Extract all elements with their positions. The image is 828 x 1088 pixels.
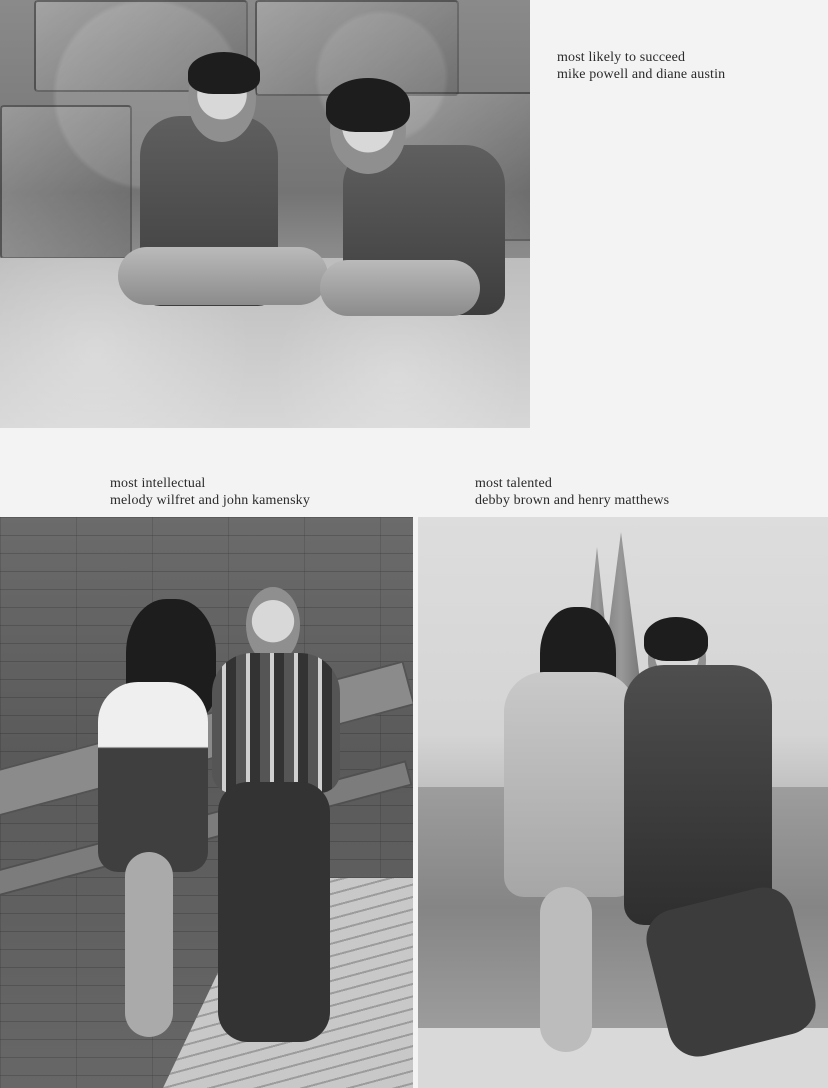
male-legs — [118, 247, 328, 305]
female-coat — [504, 672, 636, 897]
bottom-right-photo — [418, 517, 828, 1088]
male-figure — [212, 653, 340, 793]
caption-title: most intellectual — [110, 476, 206, 491]
male-hair — [644, 617, 708, 661]
bottom-left-photo — [0, 517, 413, 1088]
male-head — [246, 587, 300, 663]
female-legs — [540, 887, 592, 1052]
caption-title: most talented — [475, 476, 552, 491]
male-coat — [624, 665, 772, 925]
caption-names: debby brown and henry matthews — [475, 493, 670, 508]
top-photo — [0, 0, 530, 428]
caption-names: melody wilfret and john kamensky — [110, 493, 310, 508]
caption-title: most likely to succeed — [557, 50, 686, 65]
female-hair — [326, 78, 410, 132]
caption-most-talented — [475, 475, 669, 509]
caption-most-likely-to-succeed — [557, 49, 725, 83]
female-legs — [320, 260, 480, 316]
male-hair — [188, 52, 260, 94]
stone-block — [0, 105, 132, 259]
female-legs — [125, 852, 173, 1037]
caption-names: mike powell and diane austin — [557, 67, 726, 82]
female-figure — [98, 682, 208, 872]
male-legs — [218, 782, 330, 1042]
caption-most-intellectual — [110, 475, 310, 509]
